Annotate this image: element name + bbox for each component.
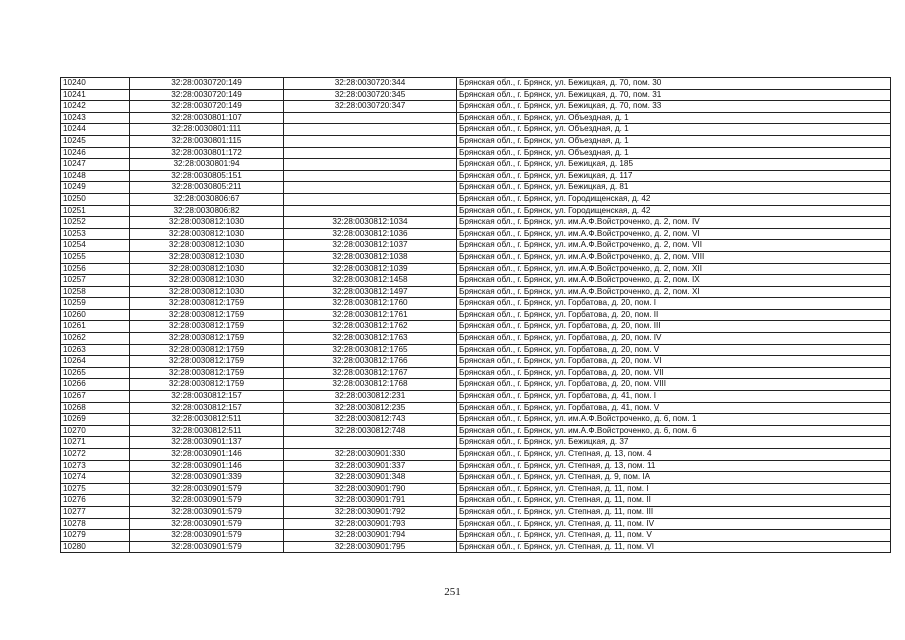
table-row [61, 275, 891, 287]
premises-number-cell: 32:28:0030812:1038 [284, 251, 457, 263]
cadastral-number-cell: 32:28:0030901:137 [130, 437, 284, 449]
premises-number-cell: 32:28:0030901:795 [284, 541, 457, 553]
cadastral-number-cell: 32:28:0030812:1759 [130, 367, 284, 379]
table-row [61, 425, 891, 437]
premises-number-cell [284, 112, 457, 124]
table-row [61, 101, 891, 113]
row-number-cell: 10252 [61, 217, 130, 229]
cadastral-number-cell: 32:28:0030801:111 [130, 124, 284, 136]
premises-number-cell [284, 205, 457, 217]
row-number-cell: 10267 [61, 391, 130, 403]
address-cell: Брянская обл., г. Брянск, ул. Степная, д. 11, пом. I [457, 483, 891, 495]
table-row [61, 89, 891, 101]
address-cell: Брянская обл., г. Брянск, ул. им.А.Ф.Войстроченко, д. 2, пом. XI [457, 286, 891, 298]
table-row [61, 217, 891, 229]
premises-number-cell: 32:28:0030812:1763 [284, 333, 457, 345]
premises-number-cell: 32:28:0030720:345 [284, 89, 457, 101]
address-cell: Брянская обл., г. Брянск, ул. Горбатова, д. 20, пом. VIII [457, 379, 891, 391]
table-row [61, 147, 891, 159]
address-cell: Брянская обл., г. Брянск, ул. им.А.Ф.Войстроченко, д. 2, пом. VII [457, 240, 891, 252]
page-number: 251 [444, 586, 461, 598]
table-row [61, 518, 891, 530]
address-cell: Брянская обл., г. Брянск, ул. Горбатова, д. 41, пом. V [457, 402, 891, 414]
address-cell: Брянская обл., г. Брянск, ул. Степная, д. 11, пом. II [457, 495, 891, 507]
row-number-cell: 10275 [61, 483, 130, 495]
row-number-cell: 10266 [61, 379, 130, 391]
address-cell: Брянская обл., г. Брянск, ул. им.А.Ф.Войстроченко, д. 2, пом. XII [457, 263, 891, 275]
table-row [61, 541, 891, 553]
table-row [61, 170, 891, 182]
premises-number-cell: 32:28:0030901:794 [284, 530, 457, 542]
address-cell: Брянская обл., г. Брянск, ул. Объездная, д. 1 [457, 124, 891, 136]
row-number-cell: 10243 [61, 112, 130, 124]
row-number-cell: 10247 [61, 159, 130, 171]
premises-number-cell [284, 147, 457, 159]
address-cell: Брянская обл., г. Брянск, ул. Бежицкая, д. 37 [457, 437, 891, 449]
row-number-cell: 10265 [61, 367, 130, 379]
table-row [61, 78, 891, 90]
table-row [61, 449, 891, 461]
cadastral-number-cell: 32:28:0030812:1759 [130, 309, 284, 321]
address-cell: Брянская обл., г. Брянск, ул. Бежицкая, д. 81 [457, 182, 891, 194]
premises-number-cell: 32:28:0030812:1767 [284, 367, 457, 379]
address-cell: Брянская обл., г. Брянск, ул. Степная, д. 13, пом. 11 [457, 460, 891, 472]
table-row [61, 135, 891, 147]
table-row [61, 402, 891, 414]
row-number-cell: 10250 [61, 193, 130, 205]
cadastral-number-cell: 32:28:0030901:339 [130, 472, 284, 484]
row-number-cell: 10274 [61, 472, 130, 484]
address-cell: Брянская обл., г. Брянск, ул. им.А.Ф.Войстроченко, д. 2, пом. IX [457, 275, 891, 287]
row-number-cell: 10253 [61, 228, 130, 240]
address-cell: Брянская обл., г. Брянск, ул. Степная, д. 11, пом. IV [457, 518, 891, 530]
cadastral-number-cell: 32:28:0030812:1759 [130, 356, 284, 368]
cadastral-number-cell: 32:28:0030812:1030 [130, 228, 284, 240]
address-cell: Брянская обл., г. Брянск, ул. Городищенская, д. 42 [457, 193, 891, 205]
premises-number-cell: 32:28:0030812:1037 [284, 240, 457, 252]
address-cell: Брянская обл., г. Брянск, ул. Степная, д. 11, пом. VI [457, 541, 891, 553]
address-cell: Брянская обл., г. Брянск, ул. Степная, д. 11, пом. V [457, 530, 891, 542]
address-cell: Брянская обл., г. Брянск, ул. им.А.Ф.Войстроченко, д. 6, пом. 6 [457, 425, 891, 437]
premises-number-cell: 32:28:0030812:1497 [284, 286, 457, 298]
address-cell: Брянская обл., г. Брянск, ул. Горбатова, д. 41, пом. I [457, 391, 891, 403]
table-row [61, 495, 891, 507]
address-cell: Брянская обл., г. Брянск, ул. им.А.Ф.Войстроченко, д. 6, пом. 1 [457, 414, 891, 426]
cadastral-number-cell: 32:28:0030801:94 [130, 159, 284, 171]
row-number-cell: 10246 [61, 147, 130, 159]
premises-number-cell: 32:28:0030901:337 [284, 460, 457, 472]
cadastral-number-cell: 32:28:0030801:172 [130, 147, 284, 159]
address-cell: Брянская обл., г. Брянск, ул. Объездная, д. 1 [457, 135, 891, 147]
address-cell: Брянская обл., г. Брянск, ул. Степная, д. 13, пом. 4 [457, 449, 891, 461]
table-row [61, 437, 891, 449]
cadastral-number-cell: 32:28:0030812:1759 [130, 333, 284, 345]
address-cell: Брянская обл., г. Брянск, ул. Городищенская, д. 42 [457, 205, 891, 217]
premises-number-cell: 32:28:0030812:1458 [284, 275, 457, 287]
table-row [61, 286, 891, 298]
cadastral-number-cell: 32:28:0030812:1030 [130, 275, 284, 287]
cadastral-number-cell: 32:28:0030901:146 [130, 449, 284, 461]
row-number-cell: 10261 [61, 321, 130, 333]
cadastral-number-cell: 32:28:0030901:146 [130, 460, 284, 472]
table-row [61, 298, 891, 310]
cadastral-number-cell: 32:28:0030806:82 [130, 205, 284, 217]
row-number-cell: 10264 [61, 356, 130, 368]
premises-number-cell [284, 182, 457, 194]
premises-number-cell: 32:28:0030812:1036 [284, 228, 457, 240]
table-row [61, 472, 891, 484]
cadastral-number-cell: 32:28:0030812:1030 [130, 217, 284, 229]
row-number-cell: 10259 [61, 298, 130, 310]
table-row [61, 506, 891, 518]
cadastral-number-cell: 32:28:0030806:67 [130, 193, 284, 205]
premises-number-cell: 32:28:0030720:347 [284, 101, 457, 113]
cadastral-number-cell: 32:28:0030901:579 [130, 518, 284, 530]
address-cell: Брянская обл., г. Брянск, ул. Горбатова, д. 20, пом. III [457, 321, 891, 333]
table-row [61, 205, 891, 217]
row-number-cell: 10280 [61, 541, 130, 553]
premises-number-cell: 32:28:0030901:348 [284, 472, 457, 484]
table-body [61, 78, 891, 553]
cadastral-number-cell: 32:28:0030901:579 [130, 483, 284, 495]
row-number-cell: 10268 [61, 402, 130, 414]
table-row [61, 379, 891, 391]
row-number-cell: 10255 [61, 251, 130, 263]
address-cell: Брянская обл., г. Брянск, ул. Горбатова, д. 20, пом. V [457, 344, 891, 356]
address-cell: Брянская обл., г. Брянск, ул. Объездная, д. 1 [457, 147, 891, 159]
address-cell: Брянская обл., г. Брянск, ул. Бежицкая, д. 70, пом. 31 [457, 89, 891, 101]
table-row [61, 414, 891, 426]
row-number-cell: 10245 [61, 135, 130, 147]
table-row [61, 263, 891, 275]
cadastral-number-cell: 32:28:0030812:1759 [130, 298, 284, 310]
table-row [61, 460, 891, 472]
premises-number-cell: 32:28:0030901:790 [284, 483, 457, 495]
premises-number-cell: 32:28:0030812:1760 [284, 298, 457, 310]
premises-number-cell: 32:28:0030812:1762 [284, 321, 457, 333]
property-table [60, 77, 891, 553]
premises-number-cell [284, 437, 457, 449]
address-cell: Брянская обл., г. Брянск, ул. Степная, д. 11, пом. III [457, 506, 891, 518]
address-cell: Брянская обл., г. Брянск, ул. Объездная, д. 1 [457, 112, 891, 124]
premises-number-cell [284, 135, 457, 147]
address-cell: Брянская обл., г. Брянск, ул. им.А.Ф.Войстроченко, д. 2, пом. VIII [457, 251, 891, 263]
cadastral-number-cell: 32:28:0030812:1759 [130, 321, 284, 333]
cadastral-number-cell: 32:28:0030812:1030 [130, 251, 284, 263]
premises-number-cell [284, 170, 457, 182]
cadastral-number-cell: 32:28:0030805:211 [130, 182, 284, 194]
table-row [61, 356, 891, 368]
cadastral-number-cell: 32:28:0030720:149 [130, 89, 284, 101]
cadastral-number-cell: 32:28:0030812:157 [130, 391, 284, 403]
row-number-cell: 10241 [61, 89, 130, 101]
row-number-cell: 10249 [61, 182, 130, 194]
cadastral-number-cell: 32:28:0030812:1759 [130, 344, 284, 356]
premises-number-cell: 32:28:0030812:1039 [284, 263, 457, 275]
row-number-cell: 10277 [61, 506, 130, 518]
cadastral-number-cell: 32:28:0030812:1030 [130, 240, 284, 252]
table-row [61, 309, 891, 321]
table-row [61, 391, 891, 403]
row-number-cell: 10258 [61, 286, 130, 298]
premises-number-cell: 32:28:0030812:748 [284, 425, 457, 437]
row-number-cell: 10251 [61, 205, 130, 217]
row-number-cell: 10271 [61, 437, 130, 449]
cadastral-number-cell: 32:28:0030901:579 [130, 506, 284, 518]
table-row [61, 193, 891, 205]
address-cell: Брянская обл., г. Брянск, ул. им.А.Ф.Войстроченко, д. 2, пом. IV [457, 217, 891, 229]
address-cell: Брянская обл., г. Брянск, ул. Степная, д. 9, пом. IA [457, 472, 891, 484]
premises-number-cell: 32:28:0030812:743 [284, 414, 457, 426]
cadastral-number-cell: 32:28:0030805:151 [130, 170, 284, 182]
cadastral-number-cell: 32:28:0030901:579 [130, 541, 284, 553]
row-number-cell: 10242 [61, 101, 130, 113]
premises-number-cell: 32:28:0030901:793 [284, 518, 457, 530]
cadastral-number-cell: 32:28:0030720:149 [130, 101, 284, 113]
row-number-cell: 10263 [61, 344, 130, 356]
cadastral-number-cell: 32:28:0030812:1030 [130, 263, 284, 275]
premises-number-cell [284, 159, 457, 171]
premises-number-cell: 32:28:0030901:792 [284, 506, 457, 518]
cadastral-number-cell: 32:28:0030801:107 [130, 112, 284, 124]
table-row [61, 159, 891, 171]
premises-number-cell: 32:28:0030812:1761 [284, 309, 457, 321]
premises-number-cell: 32:28:0030901:330 [284, 449, 457, 461]
table-row [61, 182, 891, 194]
address-cell: Брянская обл., г. Брянск, ул. Горбатова, д. 20, пом. II [457, 309, 891, 321]
premises-number-cell [284, 193, 457, 205]
row-number-cell: 10248 [61, 170, 130, 182]
premises-number-cell: 32:28:0030720:344 [284, 78, 457, 90]
address-cell: Брянская обл., г. Брянск, ул. Бежицкая, д. 117 [457, 170, 891, 182]
table-row [61, 240, 891, 252]
cadastral-number-cell: 32:28:0030901:579 [130, 530, 284, 542]
row-number-cell: 10273 [61, 460, 130, 472]
row-number-cell: 10244 [61, 124, 130, 136]
table-row [61, 228, 891, 240]
row-number-cell: 10270 [61, 425, 130, 437]
table-row [61, 321, 891, 333]
row-number-cell: 10278 [61, 518, 130, 530]
premises-number-cell: 32:28:0030812:1034 [284, 217, 457, 229]
row-number-cell: 10272 [61, 449, 130, 461]
cadastral-number-cell: 32:28:0030812:157 [130, 402, 284, 414]
premises-number-cell: 32:28:0030812:1768 [284, 379, 457, 391]
premises-number-cell [284, 124, 457, 136]
row-number-cell: 10269 [61, 414, 130, 426]
row-number-cell: 10240 [61, 78, 130, 90]
cadastral-number-cell: 32:28:0030812:511 [130, 414, 284, 426]
row-number-cell: 10276 [61, 495, 130, 507]
table-row [61, 483, 891, 495]
row-number-cell: 10257 [61, 275, 130, 287]
address-cell: Брянская обл., г. Брянск, ул. Бежицкая, д. 185 [457, 159, 891, 171]
table-row [61, 333, 891, 345]
address-cell: Брянская обл., г. Брянск, ул. Горбатова, д. 20, пом. VII [457, 367, 891, 379]
address-cell: Брянская обл., г. Брянск, ул. им.А.Ф.Войстроченко, д. 2, пом. VI [457, 228, 891, 240]
premises-number-cell: 32:28:0030812:1766 [284, 356, 457, 368]
cadastral-number-cell: 32:28:0030812:1759 [130, 379, 284, 391]
row-number-cell: 10254 [61, 240, 130, 252]
address-cell: Брянская обл., г. Брянск, ул. Горбатова, д. 20, пом. I [457, 298, 891, 310]
table-row [61, 251, 891, 263]
premises-number-cell: 32:28:0030812:1765 [284, 344, 457, 356]
cadastral-number-cell: 32:28:0030812:511 [130, 425, 284, 437]
row-number-cell: 10262 [61, 333, 130, 345]
premises-number-cell: 32:28:0030812:235 [284, 402, 457, 414]
table-row [61, 367, 891, 379]
row-number-cell: 10279 [61, 530, 130, 542]
address-cell: Брянская обл., г. Брянск, ул. Горбатова, д. 20, пом. IV [457, 333, 891, 345]
cadastral-number-cell: 32:28:0030720:149 [130, 78, 284, 90]
table-row [61, 112, 891, 124]
table-row [61, 124, 891, 136]
cadastral-number-cell: 32:28:0030901:579 [130, 495, 284, 507]
row-number-cell: 10256 [61, 263, 130, 275]
cadastral-number-cell: 32:28:0030801:115 [130, 135, 284, 147]
row-number-cell: 10260 [61, 309, 130, 321]
table-row [61, 344, 891, 356]
premises-number-cell: 32:28:0030901:791 [284, 495, 457, 507]
cadastral-number-cell: 32:28:0030812:1030 [130, 286, 284, 298]
premises-number-cell: 32:28:0030812:231 [284, 391, 457, 403]
table-row [61, 530, 891, 542]
address-cell: Брянская обл., г. Брянск, ул. Горбатова, д. 20, пом. VI [457, 356, 891, 368]
address-cell: Брянская обл., г. Брянск, ул. Бежицкая, д. 70, пом. 30 [457, 78, 891, 90]
address-cell: Брянская обл., г. Брянск, ул. Бежицкая, д. 70, пом. 33 [457, 101, 891, 113]
